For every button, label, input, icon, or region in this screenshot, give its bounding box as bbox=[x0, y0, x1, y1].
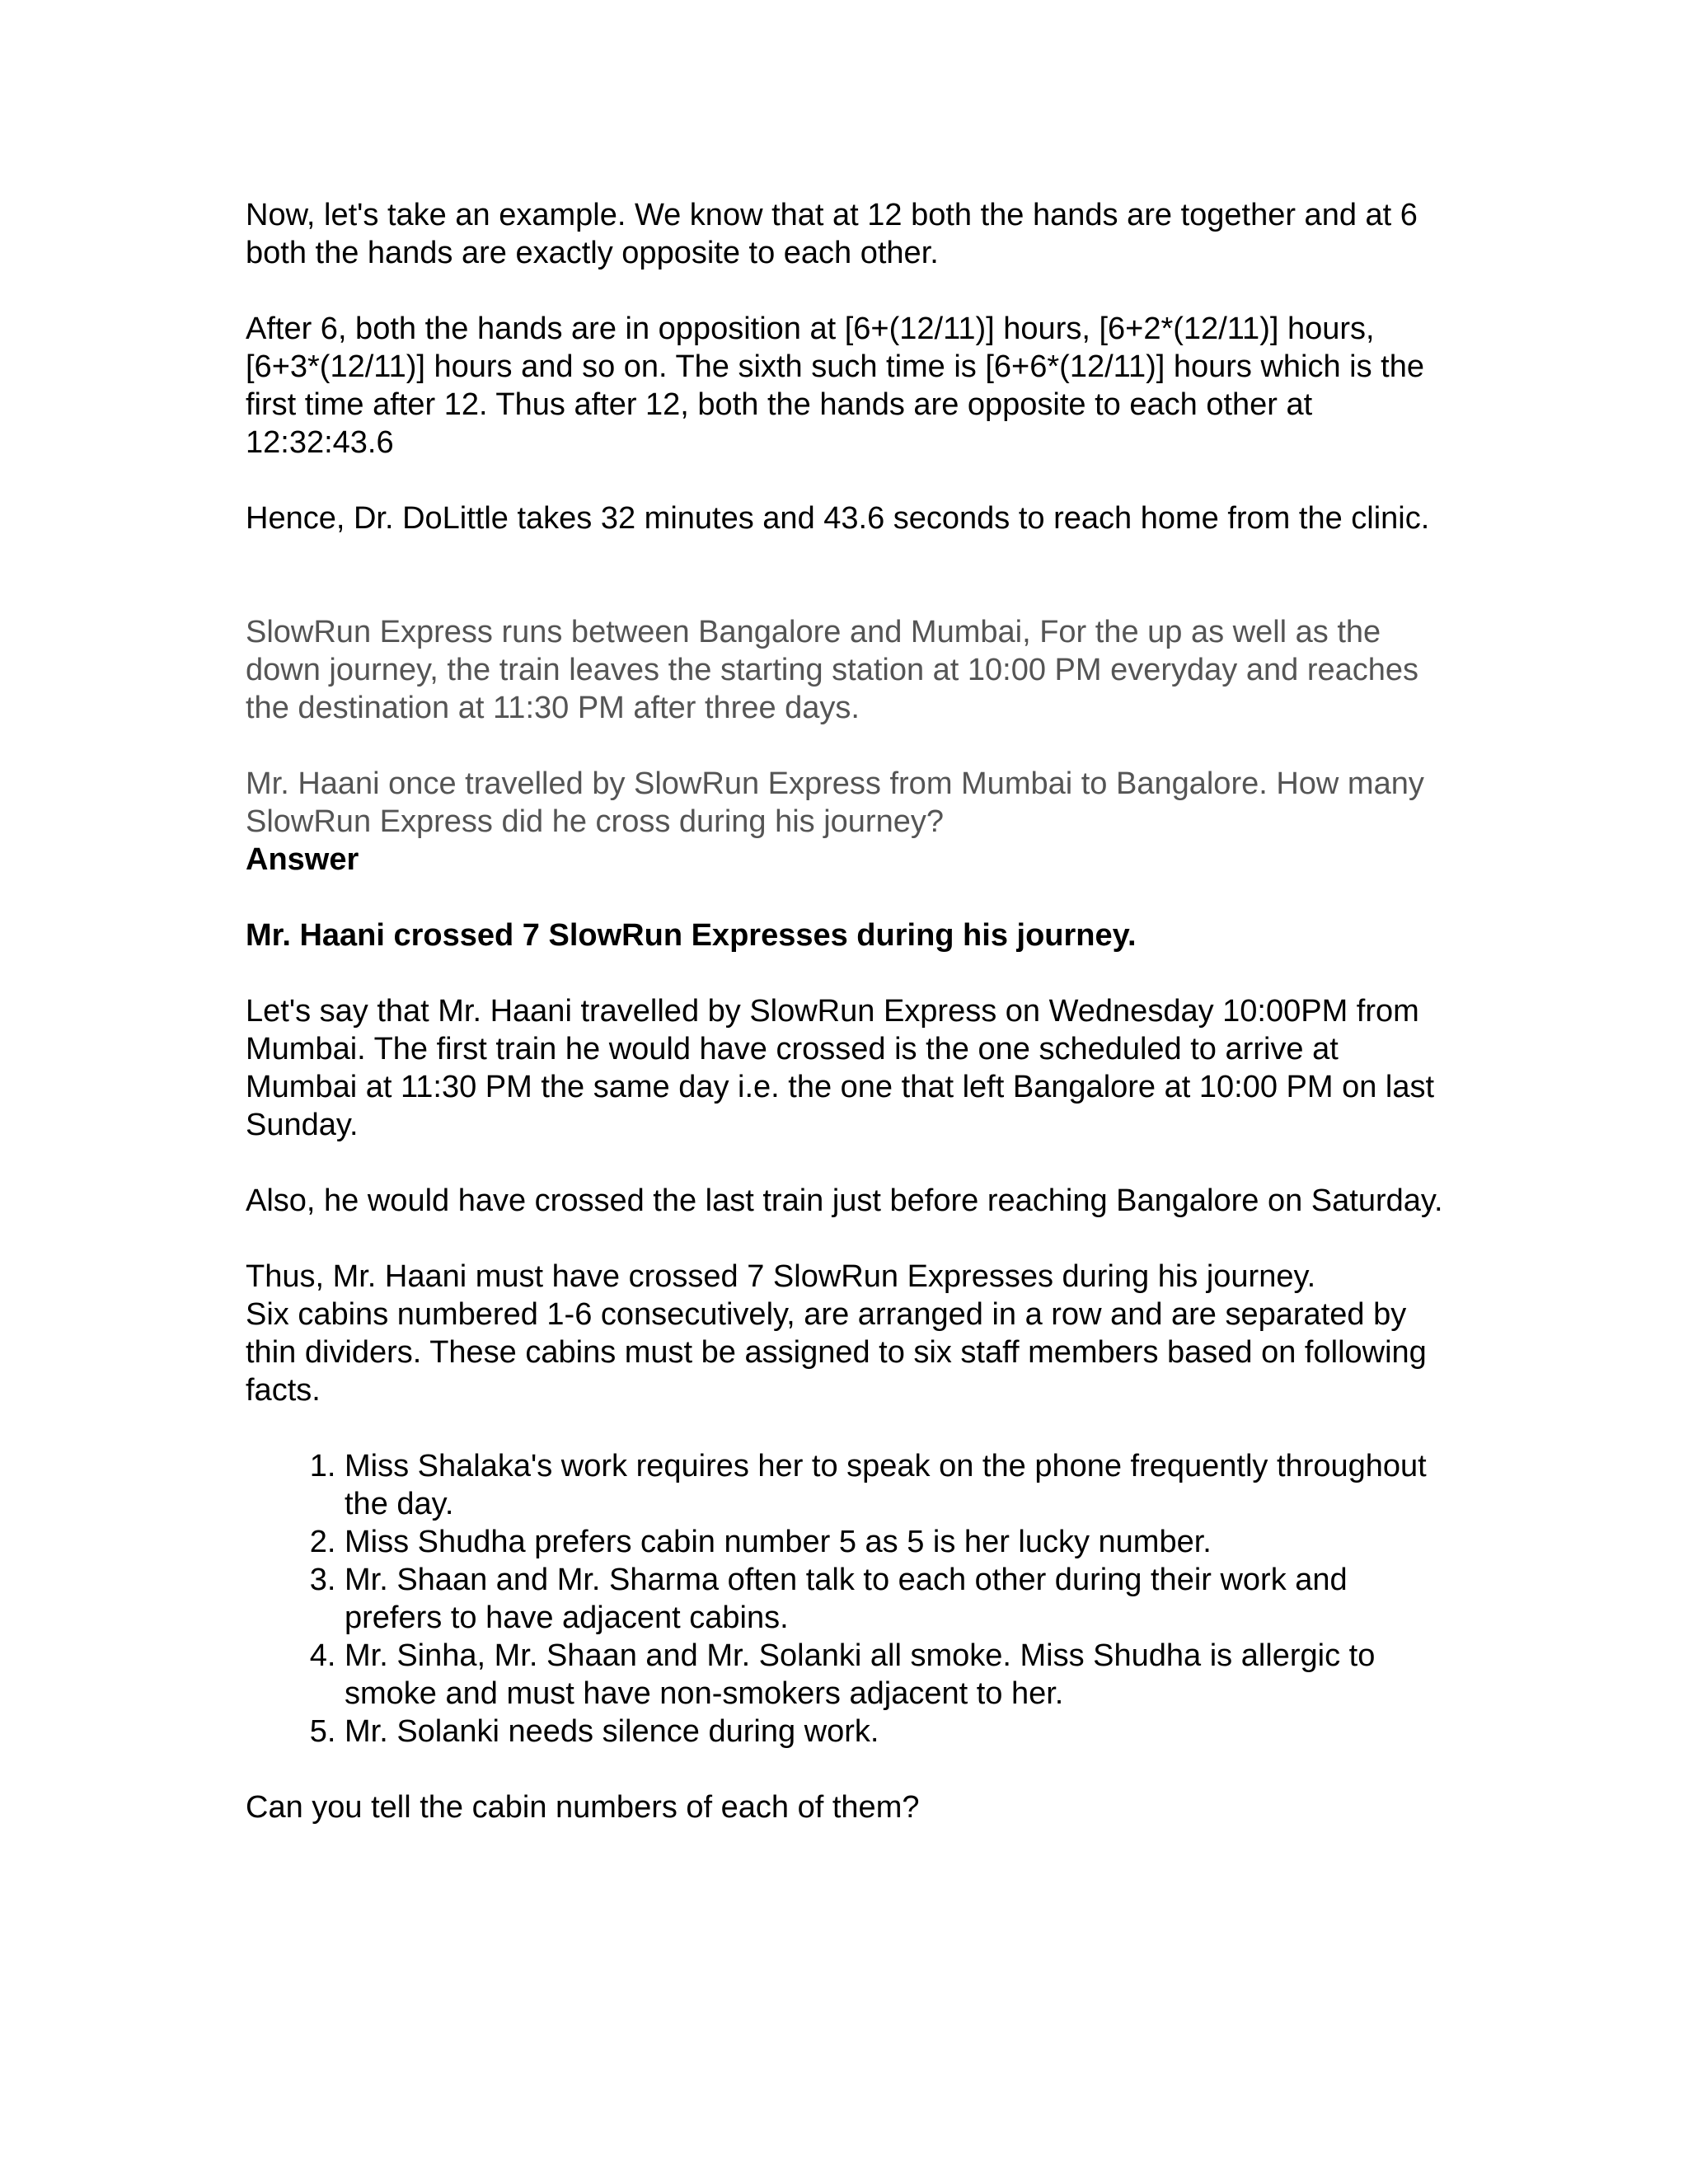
train-explanation-1: Let's say that Mr. Haani travelled by SlowRun Express on Wednesday 10:00PM from Mumbai. The first train he would have crossed is the one scheduled to arrive at Mumbai at 11:30 PM the same day i.e. the one that left Bangalore at 10:00 PM on last Sunday. bbox=[246, 994, 1435, 1142]
cabin-facts-list bbox=[246, 1447, 1449, 1750]
train-question-paragraph-2: Mr. Haani once travelled by SlowRun Express from Mumbai to Bangalore. How many SlowRun Express did he cross during his journey? bbox=[246, 766, 1424, 839]
list-item: 5. Mr. Solanki needs silence during work. bbox=[345, 1713, 1449, 1750]
train-question-paragraph-1: SlowRun Express runs between Bangalore and Mumbai, For the up as well as the down journey, the train leaves the starting station at 10:00 PM everyday and reaches the destination at 11:30 PM after three days. bbox=[246, 615, 1419, 725]
list-item: 1. Miss Shalaka's work requires her to speak on the phone frequently throughout the day. bbox=[345, 1447, 1449, 1523]
cabin-question: Can you tell the cabin numbers of each of them? bbox=[246, 1790, 920, 1825]
cabin-intro: Six cabins numbered 1-6 consecutively, are arranged in a row and are separated by thin dividers. These cabins must be assigned to six staff members based on following facts. bbox=[246, 1297, 1427, 1408]
list-item: 3. Mr. Shaan and Mr. Sharma often talk to each other during their work and prefers to have adjacent cabins. bbox=[345, 1561, 1449, 1637]
train-explanation-2: Also, he would have crossed the last train just before reaching Bangalore on Saturday. bbox=[246, 1183, 1443, 1218]
answer-statement: Mr. Haani crossed 7 SlowRun Expresses during his journey. bbox=[246, 918, 1137, 953]
train-conclusion: Thus, Mr. Haani must have crossed 7 SlowRun Expresses during his journey. bbox=[246, 1259, 1316, 1294]
clock-paragraph-3: Hence, Dr. DoLittle takes 32 minutes and 43.6 seconds to reach home from the clinic. bbox=[246, 501, 1430, 536]
answer-heading: Answer bbox=[246, 842, 359, 877]
section-spacer bbox=[246, 537, 1449, 613]
list-item: 2. Miss Shudha prefers cabin number 5 as 5 is her lucky number. bbox=[345, 1523, 1449, 1561]
clock-paragraph-2: After 6, both the hands are in opposition at [6+(12/11)] hours, [6+2*(12/11)] hours, [6+3*(12/11)] hours and so on. The sixth such time is [6+6*(12/11)] hours which is the first time after 12. Thus after 12, both the hands are opposite to each other at 12:32:43.6 bbox=[246, 312, 1425, 460]
document-page bbox=[246, 196, 1449, 1826]
clock-paragraph-1: Now, let's take an example. We know that at 12 both the hands are together and at 6 both the hands are exactly opposite to each other. bbox=[246, 198, 1418, 270]
list-item: 4. Mr. Sinha, Mr. Shaan and Mr. Solanki all smoke. Miss Shudha is allergic to smoke and must have non-smokers adjacent to her. bbox=[345, 1637, 1449, 1713]
